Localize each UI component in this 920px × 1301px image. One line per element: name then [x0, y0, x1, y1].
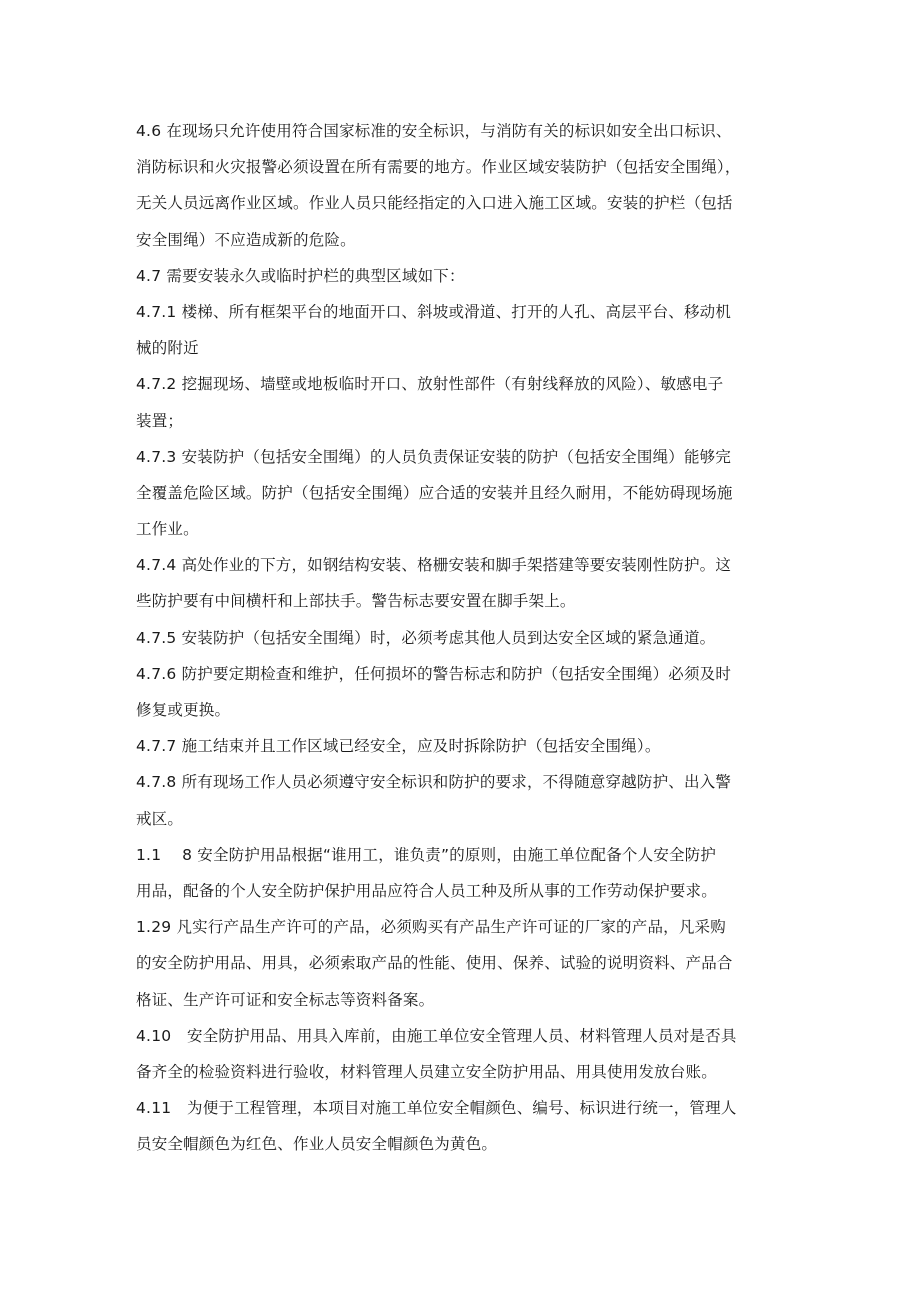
text-line: 4.7.2 挖掘现场、墙壁或地板临时开口、放射性部件（有射线释放的风险）、敏感电子	[136, 375, 724, 394]
text-line: 员安全帽颜色为红色、作业人员安全帽颜色为黄色。	[136, 1135, 498, 1154]
text-line: 消防标识和火灾报警必须设置在所有需要的地方。作业区域安装防护（包括安全围绳），	[136, 158, 741, 177]
text-line: 4.11 为便于工程管理，本项目对施工单位安全帽颜色、编号、标识进行统一，管理人	[136, 1099, 737, 1118]
text-line: 格证、生产许可证和安全标志等资料备案。	[136, 990, 435, 1009]
text-line: 4.7.6 防护要定期检查和维护，任何损坏的警告标志和防护（包括安全围绳）必须及时	[136, 664, 732, 683]
text-line: 4.6 在现场只允许使用符合国家标准的安全标识，与消防有关的标识如安全出口标识、	[136, 122, 732, 140]
text-line: 修复或更换。	[136, 701, 231, 719]
text-line: 4.7 需要安装永久或临时护栏的典型区域如下：	[136, 266, 465, 285]
text-line: 4.7.3 安装防护（包括安全围绳）的人员负责保证安装的防护（包括安全围绳）能够完	[136, 447, 732, 466]
text-line: 4.10 安全防护用品、用具入库前，由施工单位安全管理人员、材料管理人员对是否具	[136, 1026, 737, 1045]
document-body	[136, 113, 788, 1162]
text-line: 1.1 8 安全防护用品根据“谁用工，谁负责”的原则，由施工单位配备个人安全防护	[136, 845, 717, 864]
text-line: 4.7.7 施工结束并且工作区域已经安全，应及时拆除防护（包括安全围绳）。	[136, 737, 661, 756]
text-line: 的安全防护用品、用具，必须索取产品的性能、使用、保养、试验的说明资料、产品合	[136, 954, 733, 973]
text-line: 些防护要有中间横杆和上部扶手。警告标志要安置在脚手架上。	[136, 592, 576, 611]
text-line: 全覆盖危险区域。防护（包括安全围绳）应合适的安装并且经久耐用，不能妨碍现场施	[136, 483, 733, 502]
text-line: 4.7.8 所有现场工作人员必须遵守安全标识和防护的要求，不得随意穿越防护、出入警	[136, 773, 732, 792]
text-line: 4.7.1 楼梯、所有框架平台的地面开口、斜坡或滑道、打开的人孔、高层平台、移动机	[136, 302, 732, 321]
text-line: 4.7.5 安装防护（包括安全围绳）时，必须考虑其他人员到达安全区域的紧急通道。	[136, 628, 716, 647]
text-line: 备齐全的检验资料进行验收，材料管理人员建立安全防护用品、用具使用发放台账。	[136, 1062, 717, 1081]
text-line: 4.7.4 高处作业的下方，如钢结构安装、格栅安装和脚手架搭建等要安装刚性防护。这	[136, 556, 732, 575]
text-line: 工作业。	[136, 520, 199, 539]
text-line: 装置；	[136, 411, 184, 430]
text-line: 戒区。	[136, 809, 184, 828]
text-line: 1.29 凡实行产品生产许可的产品，必须购买有产品生产许可证的厂家的产品，凡采购	[136, 918, 726, 937]
text-line: 用品，配备的个人安全防护保护用品应符合人员工种及所从事的工作劳动保护要求。	[136, 881, 717, 900]
text-line: 无关人员远离作业区域。作业人员只能经指定的入口进入施工区域。安装的护栏（包括	[136, 194, 733, 213]
text-line: 械的附近	[136, 339, 199, 358]
text-line: 安全围绳）不应造成新的危险。	[136, 230, 356, 249]
